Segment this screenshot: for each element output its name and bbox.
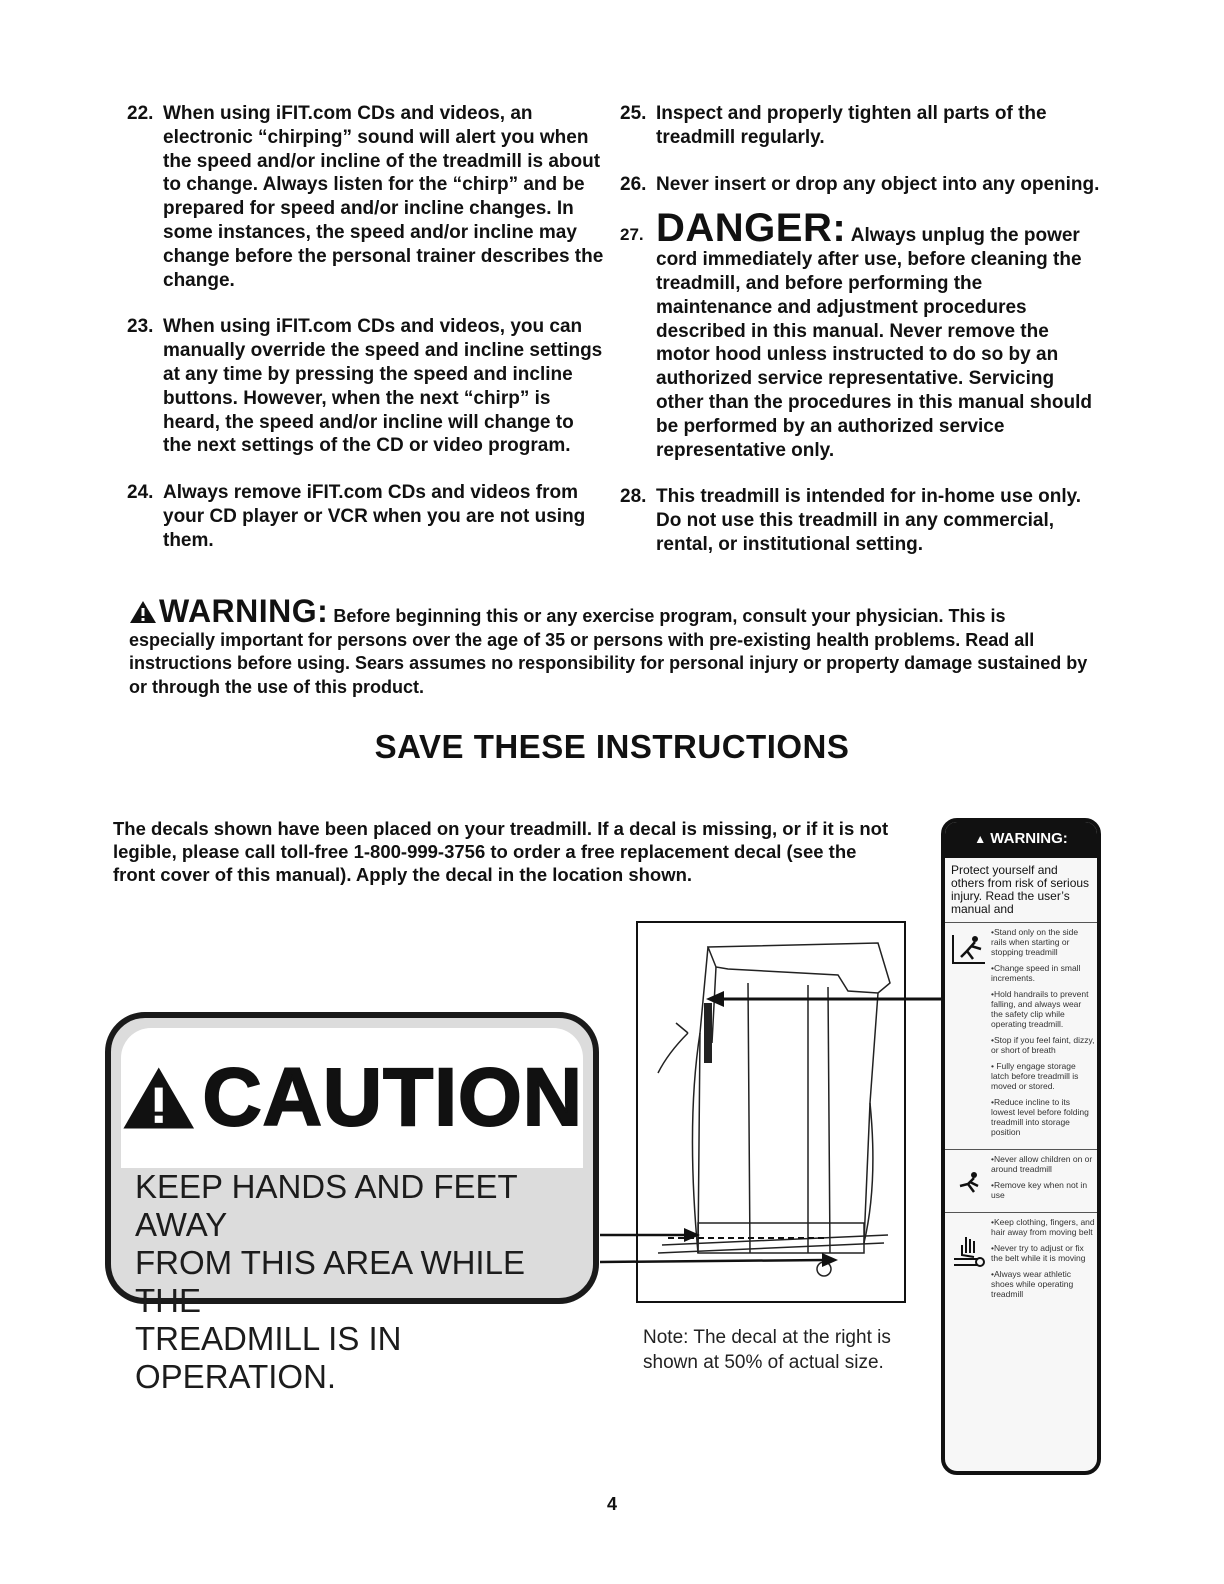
item-text: When using iFIT.com CDs and videos, an electronic “chirping” sound will alert you when the speed and/or incline of the treadmill is about to change. Always listen for the “chirp” and be prepared for speed and/or incline changes. In some instances, the speed and/or incline may change before the personal trainer describes the change. — [163, 103, 604, 291]
item-number: 28. — [620, 486, 647, 508]
warning-decal-item: •Reduce incline to its lowest level before folding treadmill into storage position — [991, 1097, 1089, 1137]
caution-line: FROM THIS AREA WHILE THE — [135, 1244, 525, 1319]
warning-decal-item: •Never allow children on or around treadmill — [991, 1154, 1093, 1174]
warning-decal-item: •Remove key when not in use — [991, 1180, 1088, 1200]
item-number: 23. — [127, 316, 154, 338]
page-number: 4 — [606, 1494, 617, 1514]
warning-decal-item: • Fully engage storage latch before treadmill is moved or stored. — [991, 1061, 1079, 1091]
item-number: 27. — [620, 225, 644, 245]
warning-decal-item: •Stand only on the side rails when starting or stopping treadmill — [991, 927, 1079, 957]
page-title: SAVE THESE INSTRUCTIONS — [374, 728, 850, 765]
caution-message — [135, 1168, 595, 1396]
warning-decal-item: •Always wear athletic shoes while operating treadmill — [991, 1269, 1074, 1299]
arrow-head-icon — [684, 1228, 700, 1242]
decal-note: Note: The decal at the right is shown at 50% of actual size. — [643, 1327, 891, 1373]
person-falling-icon — [947, 927, 991, 1143]
item-text: This treadmill is intended for in-home use only. Do not use this treadmill in any commercial, rental, or institutional setting. — [656, 486, 1082, 555]
warning-decal-item: •Never try to adjust or fix the belt while it is moving — [991, 1243, 1086, 1263]
warning-decal-item: •Hold handrails to prevent falling, and always wear the safety clip while operating treadmill. — [991, 989, 1089, 1029]
item-text: Always unplug the power cord immediately after use, before cleaning the treadmill, and before performing the maintenance and adjustment procedures described in this manual. Never remove the motor hood unless instructed to do so by an authorized service representative. Servicing other than the procedures in this manual should be performed by an authorized service representative only. — [656, 225, 1092, 461]
item-number: 24. — [127, 482, 154, 504]
caution-header — [121, 1028, 583, 1168]
warning-label: WARNING: — [159, 593, 329, 629]
item-number: 22. — [127, 103, 154, 124]
decal-intro-text: The decals shown have been placed on your treadmill. If a decal is missing, or if it is not legible, please call toll-free 1-800-999-3756 to order a free replacement decal (see the front cover of this manual). Apply the decal in the location shown. — [113, 818, 889, 885]
item-number: 25. — [620, 103, 647, 124]
caution-line: KEEP HANDS AND FEET AWAY — [135, 1168, 518, 1243]
item-number: 26. — [620, 173, 647, 195]
item-text: Always remove iFIT.com CDs and videos from your CD player or VCR when you are not using them. — [163, 482, 586, 551]
caution-triangle-icon — [121, 1057, 196, 1139]
item-text: Inspect and properly tighten all parts of the treadmill regularly. — [656, 103, 1047, 148]
child-icon — [947, 1154, 991, 1206]
caution-decal — [105, 1012, 599, 1395]
item-text: Never insert or drop any object into any opening. — [656, 173, 1100, 195]
caution-line: TREADMILL IS IN OPERATION. — [135, 1320, 402, 1395]
warning-decal — [941, 818, 1101, 1475]
arrow-head-icon — [822, 1253, 838, 1267]
arrow-head-icon — [706, 991, 724, 1007]
warning-decal-item: •Keep clothing, fingers, and hair away from moving belt — [991, 1217, 1095, 1237]
warning-triangle-icon: ▲ — [974, 832, 987, 846]
hand-belt-icon — [947, 1217, 991, 1305]
warning-text: Before beginning this or any exercise program, consult your physician. This is especially important for persons over the age of 35 or persons with pre-existing health problems. Read all instructions before using. Sears assumes no responsibility for personal injury or property damage sustained by or through the use of this product. — [129, 606, 1088, 697]
caution-title: CAUTION — [202, 1052, 583, 1143]
danger-label: DANGER: — [656, 206, 847, 251]
warning-decal-intro: Protect yourself and others from risk of serious injury. Read the user’s manual and — [945, 858, 1097, 923]
warning-decal-header — [945, 822, 1097, 858]
warning-decal-title: WARNING: — [990, 830, 1068, 847]
warning-decal-item: •Stop if you feel faint, dizzy, or short of breath — [991, 1035, 1095, 1055]
warning-decal-section — [945, 1150, 1097, 1213]
warning-decal-item: •Change speed in small increments. — [991, 963, 1081, 983]
warning-decal-section — [945, 923, 1097, 1150]
arrow-to-frame-bottom — [600, 1260, 826, 1262]
item-text: When using iFIT.com CDs and videos, you can manually override the speed and incline settings at any time by pressing the speed and incline buttons. However, when the next “chirp” is heard, the speed and/or incline will change to the next settings of the CD or video program. — [163, 316, 603, 457]
warning-decal-section — [945, 1213, 1097, 1311]
